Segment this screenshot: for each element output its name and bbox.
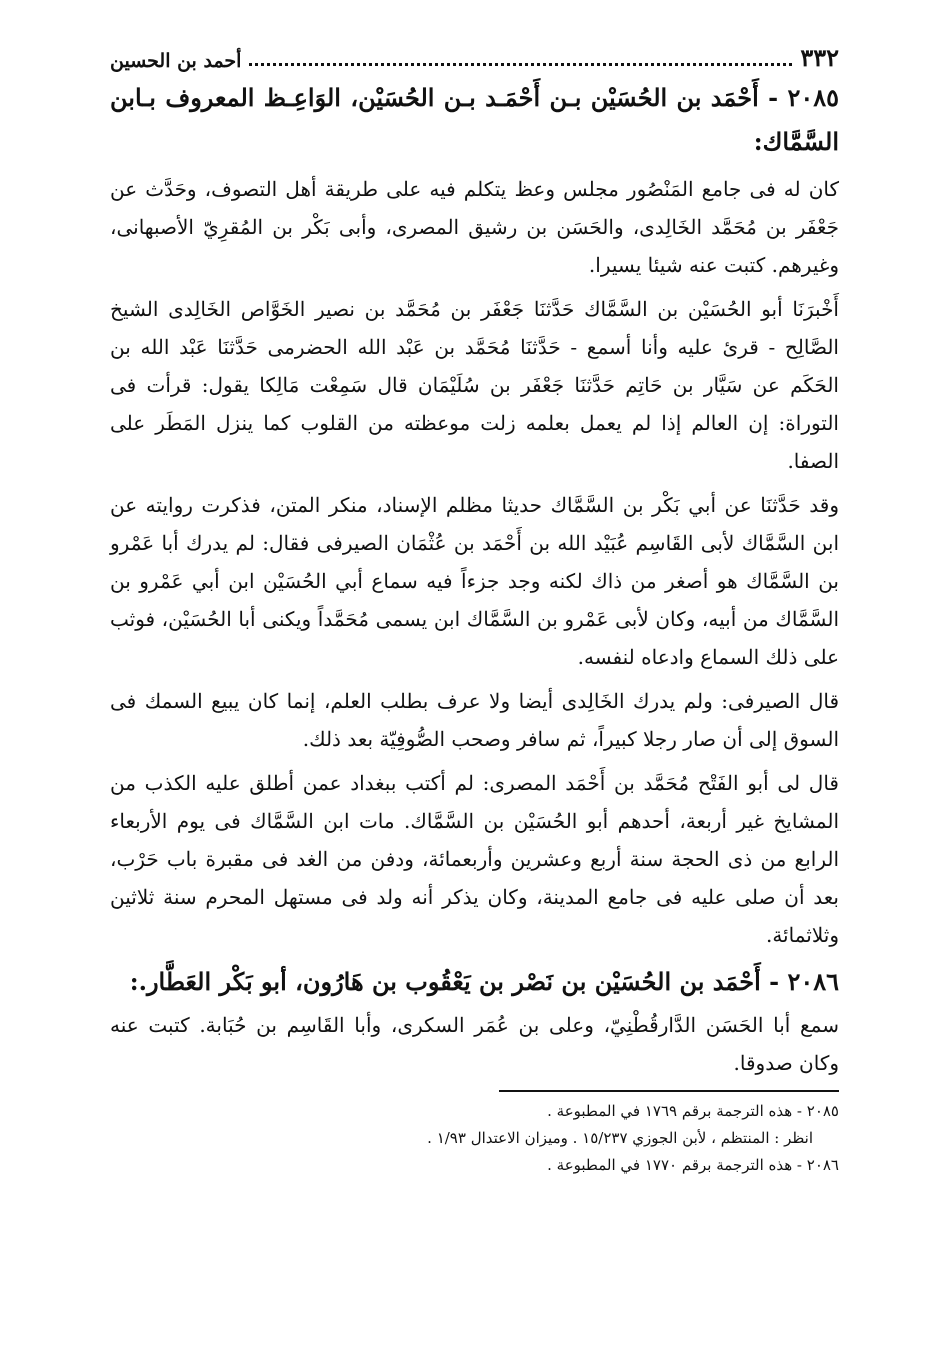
page-number: ٣٣٢ xyxy=(800,43,839,72)
entry-paragraph: أَخْبرَنَا أبو الحُسَيْن بن السَّمَّاك حَدَّثنَا جَعْفَر بن مُحَمَّد بن نصير الخَوَّاص الخَالِدى الشيخ الصَّالِح - قرئ عليه وأنا أسمع - حَدَّثنَا مُحَمَّد بن عَبْد الله الحضرمى حَدَّثنَا عَبْد الله بن الحَكَم عن سَيَّار بن حَاتِم حَدَّثنَا جَعْفَر بن سُلَيْمَان قال سَمِعْت مَالِكا يقول: قرأت فى التوراة: إن العالم إذا لم يعمل بعلمه زلت موعظته من القلوب كما ينزل المَطَر على الصفا. xyxy=(110,297,839,473)
footnote-2086: ٢٠٨٦ - هذه الترجمة برقم ١٧٧٠ في المطبوعة . xyxy=(547,1156,839,1174)
footnote-divider xyxy=(499,1090,839,1092)
footnote-2085: ٢٠٨٥ - هذه الترجمة برقم ١٧٦٩ في المطبوعة . xyxy=(547,1102,839,1120)
book-page xyxy=(110,38,839,1179)
running-title: أحمد بن الحسين xyxy=(110,50,242,72)
footnote-reference: انظر : المنتظم ، لأبن الجوزي ١٥/٢٣٧ . وميزان الاعتدال ١/٩٣ . xyxy=(427,1129,813,1147)
running-head xyxy=(110,38,839,72)
footnotes xyxy=(110,1098,839,1179)
entry-title-2085: ٢٠٨٥ - أَحْمَد بن الحُسَيْن بـن أَحْمَـد بـن الحُسَيْن، الوَاعِـظ المعروف بـابن السَّمَّاك: xyxy=(110,83,839,156)
entry-paragraph: كان له فى جامع المَنْصُور مجلس وعظ يتكلم فيه على طريقة أهل التصوف، وحَدَّث عن جَعْفَر بن مُحَمَّد الخَالِدى، والحَسَن بن رشيق المصرى، وأبى بَكْر بن المُقرِيّ الأصبهانى، وغيرهم. كتبت عنه شيئا يسيرا. xyxy=(110,177,839,277)
entry-paragraph: قال لى أبو الفَتْح مُحَمَّد بن أَحْمَد المصرى: لم أكتب ببغداد عمن أطلق عليه الكذب من المشايخ غير أربعة، أحدهم أبو الحُسَيْن بن السَّمَّاك. مات ابن السَّمَّاك فى يوم الأربعاء الرابع من ذى الحجة سنة أربع وعشرين وأربعمائة، ودفن من الغد فى مقبرة باب حَرْب، بعد أن صلى عليه فى جامع المدينة، وكان يذكر أنه ولد فى مستهل المحرم سنة ثلاثين وثلاثمائة. xyxy=(110,771,839,947)
entry-title-2086: ٢٠٨٦ - أَحْمَد بن الحُسَيْن بن نَصْر بن يَعْقُوب بن هَارُون، أبو بَكْر العَطَّار.: xyxy=(129,967,839,996)
entry-paragraph: سمع أبا الحَسَن الدَّارقُطْنِيّ، وعلى بن عُمَر السكرى، وأبا القَاسِم بن حُبَابة. كتبت عنه وكان صدوقا. xyxy=(110,1013,839,1075)
dotted-leader xyxy=(249,63,792,66)
entry-paragraph: قال الصيرفى: ولم يدرك الخَالِدى أيضا ولا عرف بطلب العلم، إنما كان يبيع السمك فى السوق إلى أن صار رجلا كبيراً، ثم سافر وصحب الصُّوفِيّة بعد ذلك. xyxy=(110,689,839,751)
entry-paragraph: وقد حَدَّثنَا عن أبي بَكْر بن السَّمَّاك حديثا مظلم الإسناد، منكر المتن، فذكرت روايته عن ابن السَّمَّاك لأبى القَاسِم عُبَيْد الله بن أَحْمَد بن عُثْمَان الصيرفى فقال: لم يدرك أبا عَمْرو بن السَّمَّاك هو أصغر من ذاك لكنه وجد جزءاً فيه سماع أبي الحُسَيْن ابن أبي عَمْرو بن السَّمَّاك من أبيه، وكان لأبى عَمْرو بن السَّمَّاك ابن يسمى مُحَمَّداً ويكنى أبا الحُسَيْن، فوثب على ذلك السماع وادعاه لنفسه. xyxy=(110,493,839,669)
